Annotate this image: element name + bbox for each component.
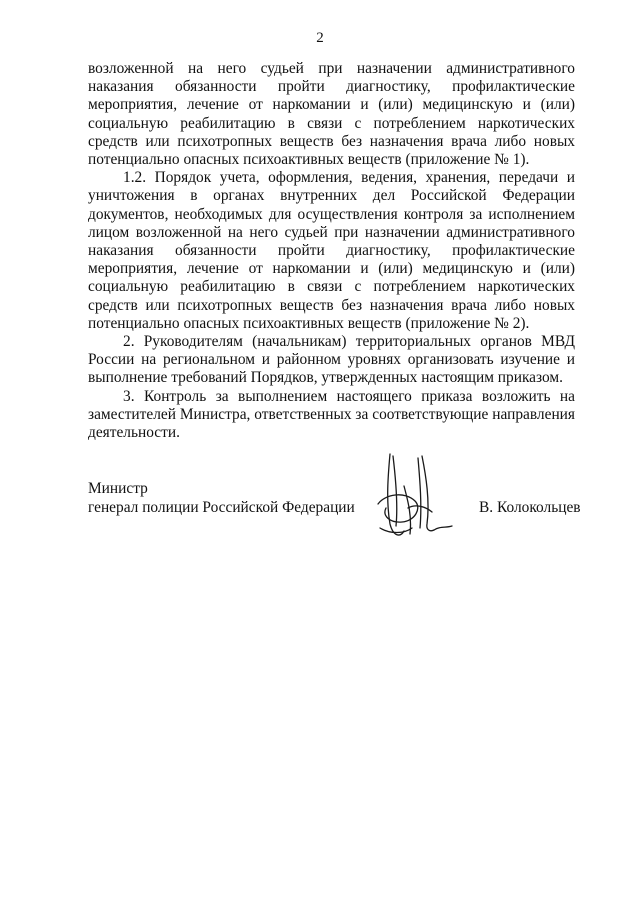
signatory-position — [88, 479, 355, 517]
signatory-title: Министр — [88, 480, 148, 497]
page-number: 2 — [316, 30, 324, 46]
document-body — [88, 60, 575, 442]
handwritten-signature — [360, 446, 470, 546]
paragraph-1-1-continuation: возложенной на него судьей при назначении административного наказания обязанности пройти диагностику, профилактические мероприятия, лечение от наркомании и (или) медицинскую и (или) социальную реабилитацию в связи с потреблением наркотических средств или психотропных веществ без назначения врача либо новых потенциально опасных психоактивных веществ (приложение № 1). — [88, 60, 575, 169]
signatory-rank: генерал полиции Российской Федерации — [88, 499, 355, 516]
paragraph-2: 2. Руководителям (начальникам) территориальных органов МВД России на региональном и районном уровнях организовать изучение и выполнение требований Порядков, утвержденных настоящим приказом. — [88, 333, 575, 387]
paragraph-1-2: 1.2. Порядок учета, оформления, ведения, хранения, передачи и уничтожения в органах внутренних дел Российской Федерации документов, необходимых для осуществления контроля за исполнением лицом возложенной на него судьей при назначении административного наказания обязанности пройти диагностику, профилактические мероприятия, лечение от наркомании и (или) медицинскую и (или) социальную реабилитацию в связи с потреблением наркотических средств или психотропных веществ без назначения врача либо новых потенциально опасных психоактивных веществ (приложение № 2). — [88, 169, 575, 332]
signatory-name: В. Колокольцев — [479, 499, 581, 516]
paragraph-3: 3. Контроль за выполнением настоящего приказа возложить на заместителей Министра, ответственных за соответствующие направления деятельности. — [88, 387, 575, 442]
